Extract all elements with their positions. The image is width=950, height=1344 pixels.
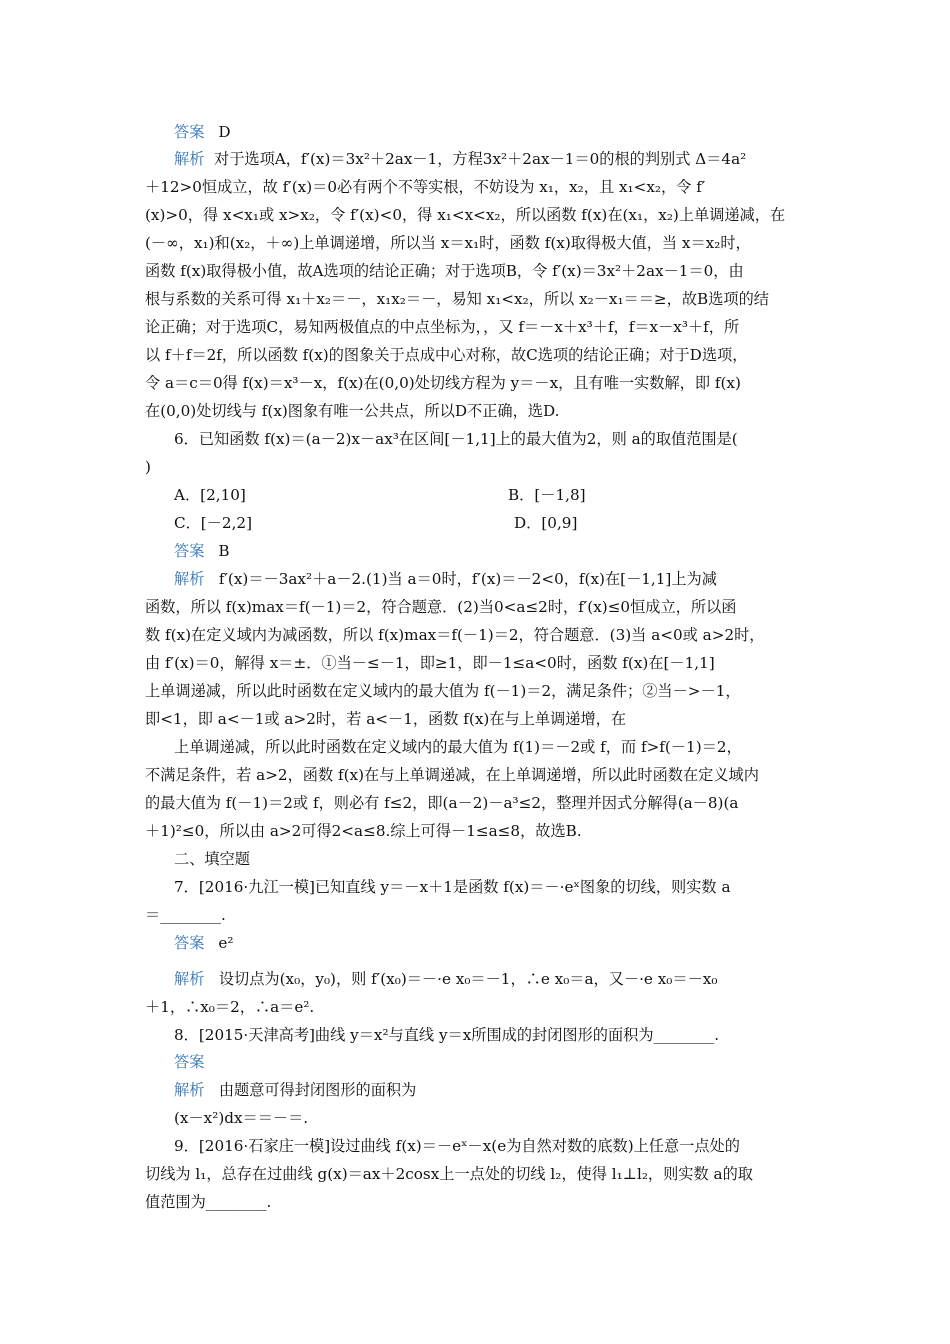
- q5-answer-label: 答案: [174, 123, 205, 141]
- q5-answer-value: D: [218, 123, 231, 141]
- q6-answer-value: B: [218, 542, 230, 560]
- q8-analysis-line: (x－x²)dx＝＝－＝.: [174, 1109, 309, 1127]
- q5-analysis-label: 解析: [174, 150, 205, 168]
- q6-analysis-label: 解析: [174, 570, 205, 588]
- q6-analysis-line: 即<1，即 a<－1或 a>2时，若 a<－1，函数 f(x)在与上单调递增，在: [145, 710, 627, 728]
- q7-analysis-label: 解析: [174, 970, 205, 988]
- q6-analysis-line: 上单调递减，所以此时函数在定义域内的最大值为 f(1)＝－2或 f，而 f>f(－1)＝2，: [174, 738, 742, 756]
- q5-analysis-line: 函数 f(x)取得极小值，故A选项的结论正确；对于选项B，令 f′(x)＝3x²＋2ax－1＝0，由: [145, 262, 744, 280]
- q5-analysis-line: 根与系数的关系可得 x₁＋x₂＝－，x₁x₂＝－，易知 x₁<x₂，所以 x₂－x₁＝＝≥，故B选项的结: [145, 290, 769, 308]
- q6-analysis-line: 数 f(x)在定义域内为减函数，所以 f(x)max＝f(－1)＝2，符合题意．(3)当 a<0或 a>2时，: [145, 626, 765, 644]
- q6-option-b: B．[－1,8]: [508, 486, 586, 504]
- q9-stem-line: 值范围为________.: [145, 1193, 272, 1211]
- section-title: 二、填空题: [174, 850, 250, 868]
- q8-answer-line: [174, 1051, 815, 1073]
- q5-analysis-line: (x)>0，得 x<x₁或 x>x₂，令 f′(x)<0，得 x₁<x<x₂，所以函数 f(x)在(x₁，x₂)上单调递减，在: [145, 206, 786, 224]
- q6-option-d: D．[0,9]: [514, 514, 578, 532]
- q8-analysis-line-1: [174, 1079, 815, 1101]
- q8-analysis-label: 解析: [174, 1081, 205, 1099]
- q6-analysis-line-1: [174, 568, 815, 590]
- q6-analysis-line: 的最大值为 f(－1)＝2或 f，则必有 f≤2，即(a－2)－a³≤2，整理并因式分解得(a－8)(a: [145, 794, 739, 812]
- q5-analysis-line: (－∞，x₁)和(x₂，＋∞)上单调递增，所以当 x＝x₁时，函数 f(x)取得极大值，当 x＝x₂时，: [145, 234, 751, 252]
- q6-option-c: C．[－2,2]: [174, 514, 252, 532]
- q6-stem-line-1: 6．已知函数 f(x)＝(a－2)x－ax³在区间[－1,1]上的最大值为2，则 a的取值范围是(: [174, 430, 738, 448]
- q6-answer-label: 答案: [174, 542, 205, 560]
- q5-analysis-line-1: [174, 148, 815, 170]
- q5-analysis-line: 以 f＋f＝2f，所以函数 f(x)的图象关于点成中心对称，故C选项的结论正确；对于D选项，: [145, 346, 748, 364]
- q7-answer-label: 答案: [174, 934, 205, 952]
- q5-analysis-line: 论正确；对于选项C，易知两极值点的中点坐标为，，又 f＝－x＋x³＋f，f＝x－x³＋f，所: [145, 318, 740, 336]
- q7-stem-line-1: 7．[2016·九江一模]已知直线 y＝－x＋1是函数 f(x)＝－·eˣ图象的切线，则实数 a: [174, 878, 731, 896]
- q8-stem-line-1: 8．[2015·天津高考]曲线 y＝x²与直线 y＝x所围成的封闭图形的面积为________.: [174, 1026, 720, 1044]
- q5-analysis-line: 在(0,0)处切线与 f(x)图象有唯一公共点，所以D不正确，选D.: [145, 402, 560, 420]
- q6-analysis-line: 函数，所以 f(x)max＝f(－1)＝2，符合题意．(2)当0<a≤2时，f′(x)≤0恒成立，所以函: [145, 598, 737, 616]
- q7-analysis-line: ＋1，∴x₀＝2，∴a＝e².: [145, 998, 315, 1016]
- q8-answer-label: 答案: [174, 1053, 205, 1071]
- q6-option-a: A．[2,10]: [174, 486, 246, 504]
- q7-answer-line: [174, 932, 815, 954]
- q7-answer-value: e²: [218, 934, 234, 952]
- q6-analysis-line: 不满足条件，若 a>2，函数 f(x)在与上单调递减，在上单调递增，所以此时函数在定义域内: [145, 766, 759, 784]
- q8-analysis-text: 由题意可得封闭图形的面积为: [218, 1081, 417, 1099]
- q6-stem-line-2: ): [145, 458, 151, 476]
- q5-answer-line: [174, 121, 815, 143]
- q6-analysis-line: 上单调递减，所以此时函数在定义域内的最大值为 f(－1)＝2，满足条件；②当－>－1，: [145, 682, 741, 700]
- q7-analysis-text: 设切点为(x₀，y₀)，则 f′(x₀)＝－·e x₀＝－1，∴e x₀＝a，又－·e x₀＝－x₀: [218, 970, 718, 988]
- q6-answer-line: [174, 540, 815, 562]
- q6-analysis-line: ＋1)²≤0，所以由 a>2可得2<a≤8.综上可得－1≤a≤8，故选B.: [145, 822, 582, 840]
- q6-analysis-text: f′(x)＝－3ax²＋a－2.(1)当 a＝0时，f′(x)＝－2<0，f(x)在[－1,1]上为减: [218, 570, 717, 588]
- q5-analysis-line: 令 a＝c＝0得 f(x)＝x³－x，f(x)在(0,0)处切线方程为 y＝－x，且有唯一实数解，即 f(x): [145, 374, 741, 392]
- q5-analysis-line: ＋12>0恒成立，故 f′(x)＝0必有两个不等实根，不妨设为 x₁，x₂，且 x₁<x₂，令 f′: [145, 178, 706, 196]
- q7-analysis-line-1: [174, 968, 815, 990]
- q7-stem-line-2: ＝________.: [145, 906, 226, 924]
- q9-stem-line: 切线为 l₁，总存在过曲线 g(x)＝ax＋2cosx上一点处的切线 l₂，使得 l₁⊥l₂，则实数 a的取: [145, 1165, 753, 1183]
- q6-analysis-line: 由 f′(x)＝0，解得 x＝±．①当－≤－1，即≥1，即－1≤a<0时，函数 f(x)在[－1,1]: [145, 654, 715, 672]
- q9-stem-line: 9．[2016·石家庄一模]设过曲线 f(x)＝－eˣ－x(e为自然对数的底数)上任意一点处的: [174, 1137, 740, 1155]
- q5-analysis-text: 对于选项A，f′(x)＝3x²＋2ax－1，方程3x²＋2ax－1＝0的根的判别式 Δ＝4a²: [214, 150, 747, 168]
